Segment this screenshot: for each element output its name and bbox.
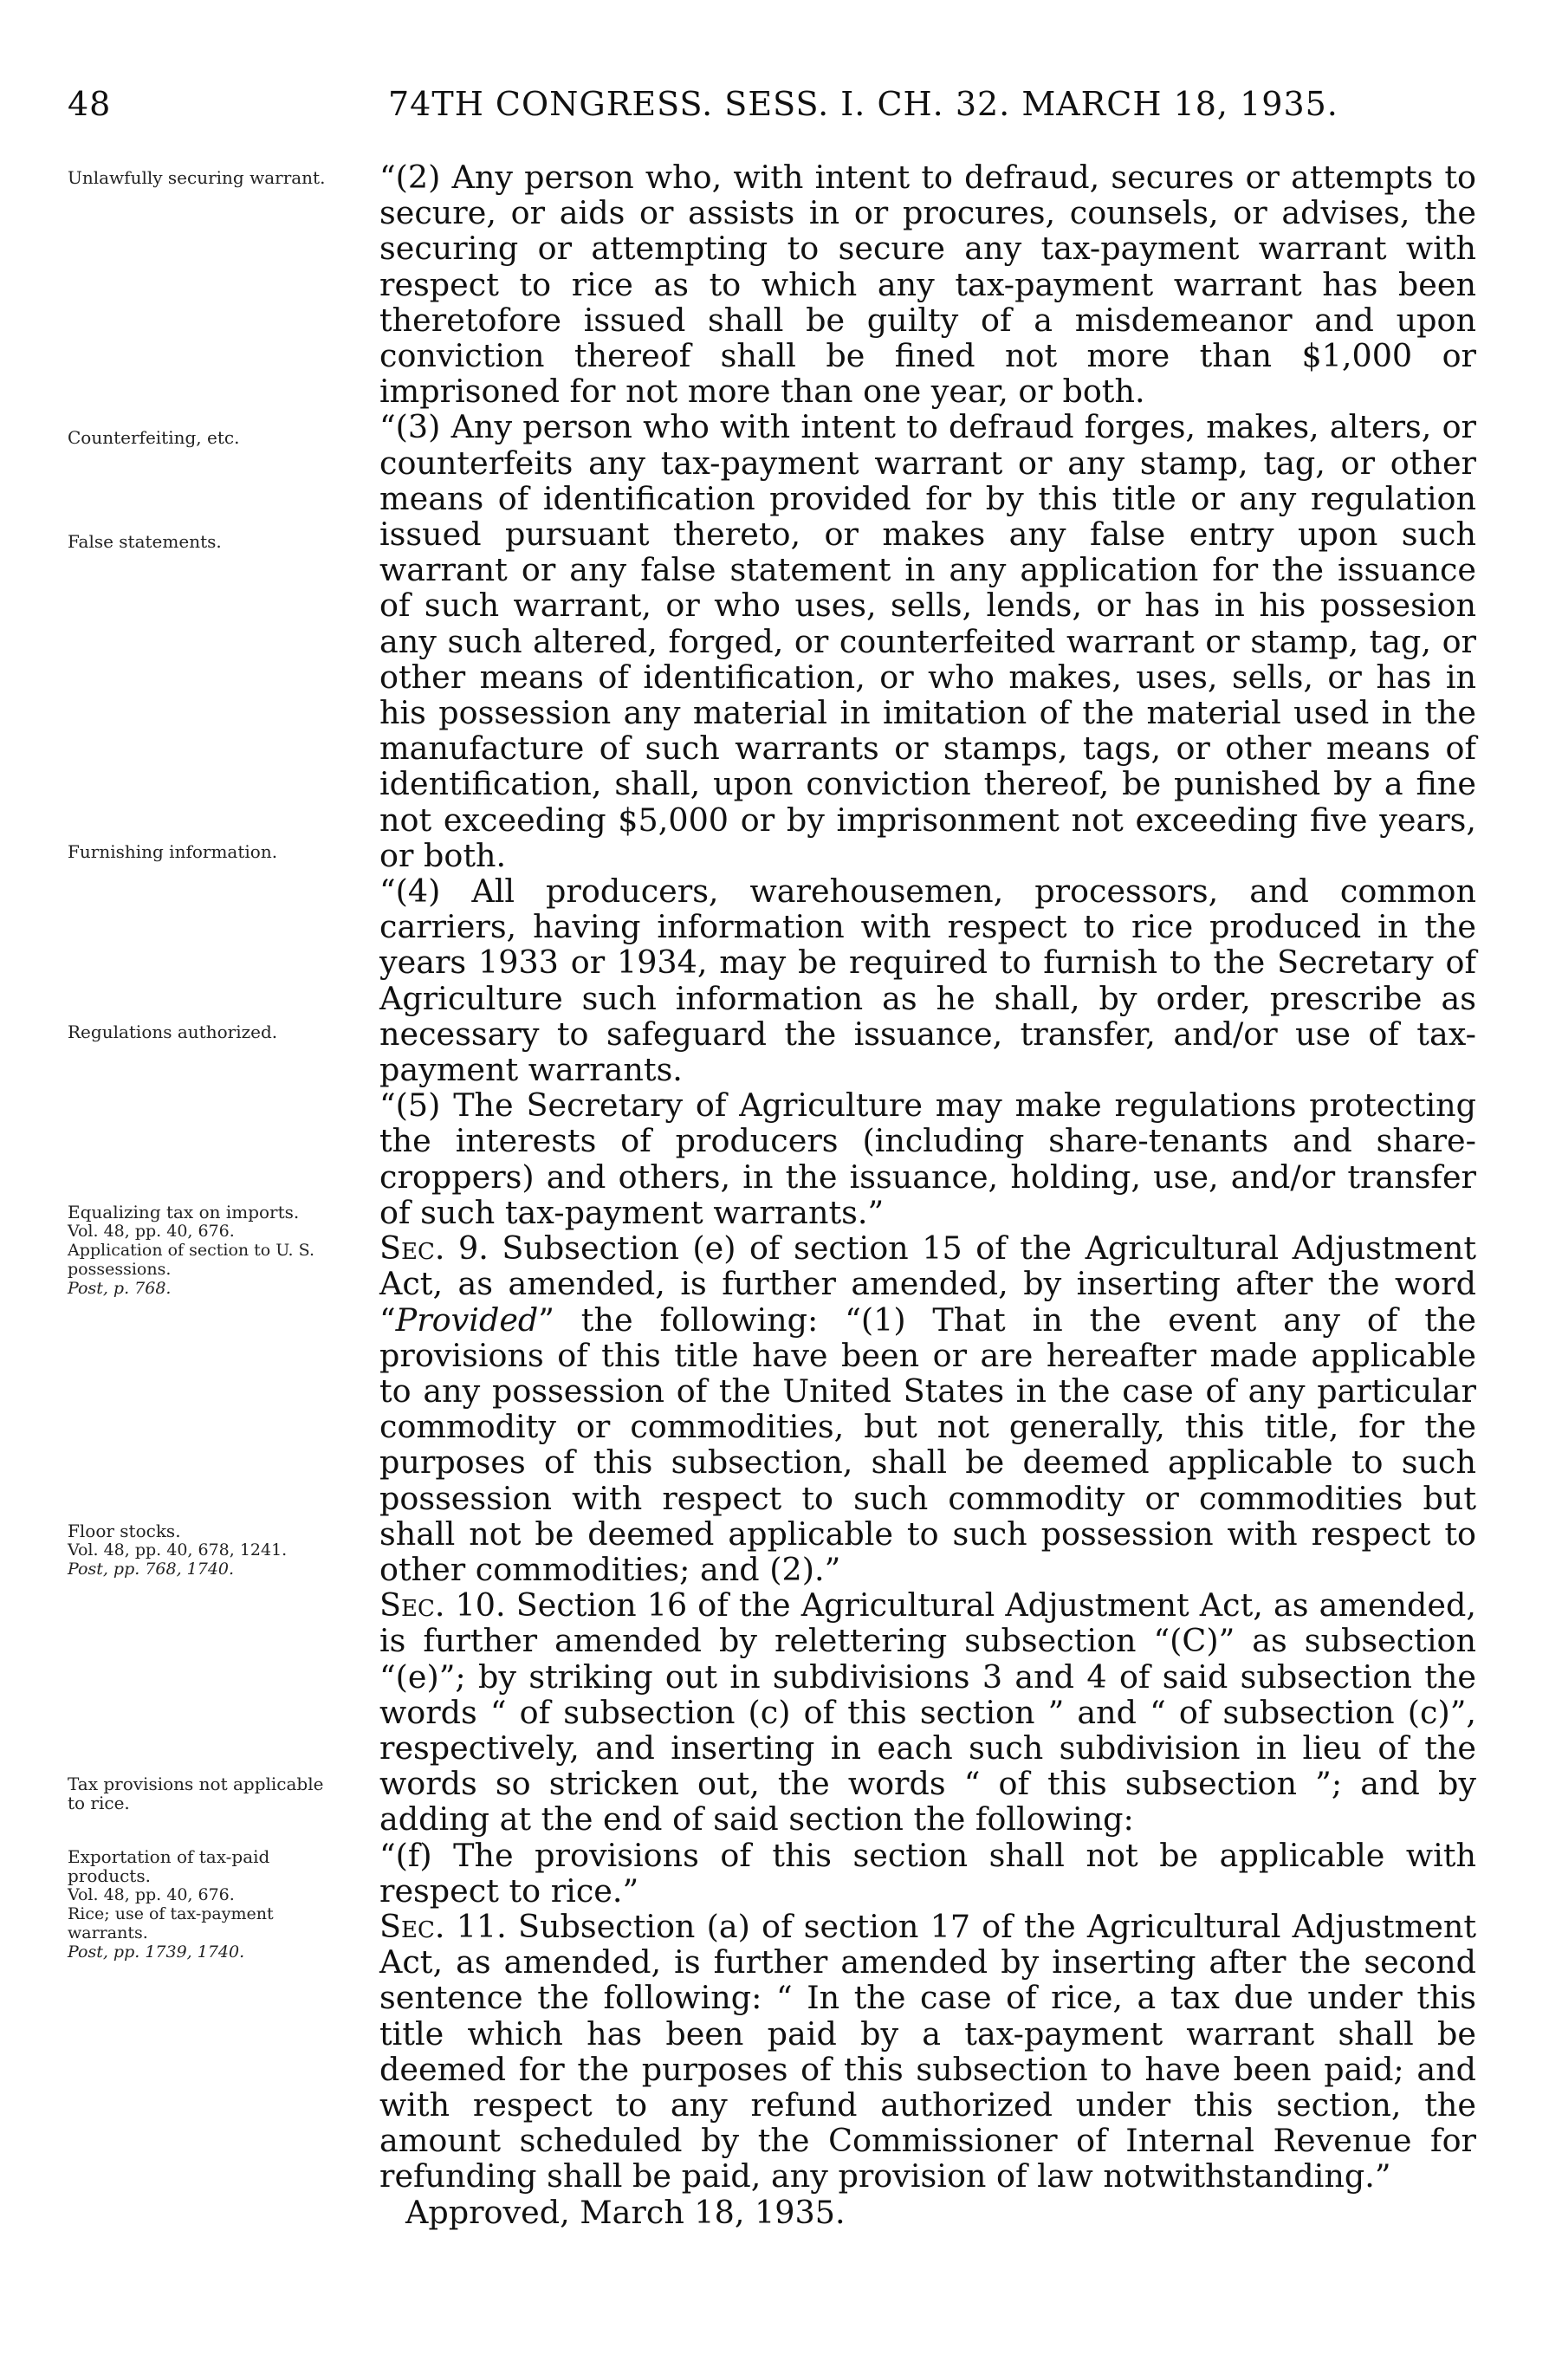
margin-note-exportation: Exportation of tax-paid products. Vol. 48, pp. 40, 676. Rice; use of tax-payment warrants. Post, pp. 1739, 1740.: [68, 1847, 345, 1962]
margin-cite: Post, pp. 768, 1740.: [68, 1560, 235, 1579]
section-11-label: Sec. 11.: [379, 1907, 507, 1945]
section-9: Sec. 9. Subsection (e) of section 15 of the Agricultural Adjustment Act, as amended, is further amended, by inserting after the word “Provided” the following: “(1) That in the event any of the provisions of this title have been or are hereafter made applicable to any possession of the United States in the case of any particular commodity or commodities, but not generally, this title, for the purposes of this subsection, shall be deemed applicable to such possession with respect to such commodity or commodities but shall not be deemed applicable to such possession with respect to other commodities; and (2).”: [379, 1229, 1476, 1588]
approved-line: Approved, March 18, 1935.: [405, 2193, 846, 2231]
margin-note-regulations-authorized: Regulations authorized.: [68, 1021, 278, 1042]
margin-cite: Post, p. 768.: [68, 1279, 172, 1298]
margin-cite: Application of section to U. S. possessions.: [68, 1241, 315, 1279]
section-10-f: “(f) The provisions of this section shall not be applicable with respect to rice.”: [379, 1836, 1476, 1910]
margin-note-equalizing-tax: Equalizing tax on imports. Vol. 48, pp. 40, 676. Application of section to U. S. possessions. Post, p. 768.: [68, 1203, 345, 1298]
body-text: [379, 159, 1476, 2230]
running-head: 74TH CONGRESS. SESS. I. CH. 32. MARCH 18, 1935.: [388, 85, 1338, 123]
margin-cite: Rice; use of tax-payment warrants.: [68, 1904, 274, 1942]
paragraph-2: “(2) Any person who, with intent to defraud, secures or attempts to secure, or aids or assists in or procures, counsels, or advises, the securing or attempting to secure any tax-payment warrant with respect to rice as to which any tax-payment warrant has been theretofore issued shall be guilty of a misdemeanor and upon conviction thereof shall be fined not more than $1,000 or imprisoned for not more than one year, or both.: [379, 159, 1476, 411]
margin-note-tax-provisions-rice: Tax provisions not applicable to rice.: [68, 1774, 324, 1813]
section-10: Sec. 10. Section 16 of the Agricultural Adjustment Act, as amended, is further amended by relettering subsection “(C)” as subsection “(e)”; by striking out in subdivisions 3 and 4 of said subsection the words “ of subsection (c) of this section ” and “ of subsection (c)”, respectively, and inserting in each such subdivision in lieu of the words so stricken out, the words “ of this subsection ”; and by adding at the end of said section the following:: [379, 1586, 1476, 1839]
section-10-label: Sec. 10.: [379, 1586, 506, 1624]
margin-note-floor-stocks: Floor stocks. Vol. 48, pp. 40, 678, 1241. Post, pp. 768, 1740.: [68, 1521, 345, 1579]
page-header: [68, 85, 1462, 137]
section-11: Sec. 11. Subsection (a) of section 17 of the Agricultural Adjustment Act, as amended, is further amended by inserting after the second sentence the following: “ In the case of rice, a tax due under this title which has been paid by a tax-payment warrant shall be deemed for the purposes of this subsection to have been paid; and with respect to any refund authorized under this section, the amount scheduled by the Commissioner of Internal Revenue for refunding shall be paid, any provision of law notwithstanding.”: [379, 1907, 1476, 2195]
margin-cite: Post, pp. 1739, 1740.: [68, 1942, 245, 1962]
margin-cite: Vol. 48, pp. 40, 676.: [68, 1885, 235, 1904]
paragraph-4: “(4) All producers, warehousemen, processors, and common carriers, having information with respect to rice produced in the years 1933 or 1934, may be required to furnish to the Secretary of Agriculture such information as he shall, by order, prescribe as necessary to safeguard the issuance, transfer, and/or use of tax-payment warrants.: [379, 872, 1476, 1089]
margin-note-unlawfully-securing: Unlawfully securing warrant.: [68, 167, 326, 188]
margin-note-counterfeiting: Counterfeiting, etc.: [68, 427, 240, 448]
paragraph-5: “(5) The Secretary of Agriculture may make regulations protecting the interests of producers (including share-tenants and share-croppers) and others, in the issuance, holding, use, and/or transfer of such tax-payment warrants.”: [379, 1086, 1476, 1231]
margin-note-false-statements: False statements.: [68, 531, 222, 552]
paragraph-3: “(3) Any person who with intent to defraud forges, makes, alters, or counterfeits any tax-payment warrant or any stamp, tag, or other means of identification provided for by this title or any regulation issued pursuant thereto, or makes any false entry upon such warrant or any false statement in any application for the issuance of such warrant, or who uses, sells, lends, or has in his possesion any such altered, forged, or counterfeited warrant or stamp, tag, or other means of identification, or who makes, uses, sells, or has in his possession any material in imitation of the material used in the manufacture of such warrants or stamps, tags, or other means of identification, shall, upon conviction thereof, be punished by a fine not exceeding $5,000 or by imprisonment not exceeding five years, or both.: [379, 408, 1476, 874]
margin-cite: Vol. 48, pp. 40, 678, 1241.: [68, 1540, 288, 1560]
provided-word: Provided: [395, 1300, 539, 1339]
margin-cite: Vol. 48, pp. 40, 676.: [68, 1222, 235, 1241]
section-9-label: Sec. 9.: [379, 1229, 489, 1268]
page-number: 48: [68, 85, 112, 123]
margin-note-furnishing-information: Furnishing information.: [68, 841, 278, 862]
